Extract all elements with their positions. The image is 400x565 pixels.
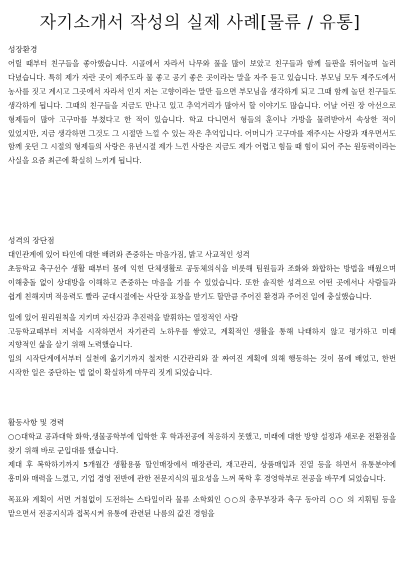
paragraph-gap (8, 486, 396, 493)
section-heading: 성격의 장단점 (8, 236, 55, 245)
section-heading: 활동사항 및 경력 (8, 418, 65, 427)
document-title: 자기소개서 작성의 실제 사례[물류 / 유통] (39, 13, 361, 33)
paragraph-gap (8, 304, 396, 311)
paragraph: 목표와 계획이 서면 거침없이 도전하는 스타일이라 물류 소학회인 ○○의 총무부장과 축구 동아리 ○○ 의 지휘팀 등을 맡으면서 전공지식과 접목시켜 유통에 관련된 나름의 값진 경험을 (8, 494, 396, 518)
paragraph: 일에 있어 원리원칙을 지키며 자신감과 추진력을 발휘하는 열정적인 사람 (8, 312, 239, 322)
section-personality (8, 236, 396, 380)
paragraph: 대인관계에 있어 타인에 대한 배려와 존중하는 마음가짐, 밝고 사교적인 성격 (8, 250, 250, 259)
section-activities-career (8, 418, 396, 520)
paragraph: 어릴 때부터 친구들을 좋아했습니다. 시골에서 자라서 나무와 풀을 많이 보았고 친구들과 함께 들판을 뛰어놀며 놀러 다녔습니다. 특히 제가 자란 곳이 제주도라 물 좋고 공기 좋은 곳이라는 말을 자주 듣고 있습니다. 부모님 모두 제주도에서 농사를 짓고 계시고 그곳에서 자라서 인지 저는 고향이라는 말만 들으면 부모님을 생각하게 되고 그때 함께 놀던 친구들도 생각하게 됩니다. 그때의 친구들을 지금도 만나고 있고 추억거리가 많아서 할 이야기도 많습니다. 어날 어린 장 아선으로 형제들이 많아 고구마를 부쳤다고 한 적이 있습니다. 학교 다니면서 형들의 훈이나 가방을 물려받아서 속상한 적이 있었지만, 지금 생각하면 그것도 그 시절만 느낄 수 있는 작은 추억입니다. 어머니가 고구마를 재주시는 사랑과 재우면서도 함께 웃던 그 시절의 형제들의 사랑은 유년시절 제가 느낀 사랑은 지금도 제가 어렵고 힘들 때 힘이 되어 주는 원동력이라는 사실을 요즘 최근에 확실히 느끼게 됩니다. (8, 59, 396, 166)
paragraph: 초등학교 축구선수 생활 때부터 몸에 익힌 단체생활로 공동체의식을 비롯해 팀원들과 조화와 화합하는 방법을 배웠으며 이해충돌 없이 상대방을 이해하고 존중하는 마음을 기를 수 있었습니다. 또한 솔직한 성격으로 어떤 곳에서나 사람들과 쉽게 친해지며 적응력도 빨라 군대시절에는 사단장 표창을 받기도 할만큼 주어진 환경과 주어진 일에 충실했습니다. (8, 263, 396, 301)
paragraph: ○○대학교 공과대학 화학,생물공학부에 입학한 후 학과전공에 적응하지 못했고, 미래에 대한 방향 설정과 새로운 전환점을 찾기 위해 바로 군입대를 했습니다. (8, 432, 396, 455)
paragraph: 일의 시작단계에서부터 실천에 옮기기까지 철저한 시간관리와 잘 짜여진 계획에 의해 행동하는 것이 몸에 배었고, 한번 시작한 일은 중단하는 법 없이 확실하게 마무리 짓게 되었습니다. (8, 354, 396, 378)
paragraph: 고등학교때부터 저녁을 시작하면서 자기관리 노하우를 쌓았고, 계획적인 생활을 통해 나태하지 않고 평가하고 미래 지향적인 삶을 살기 위해 노력했습니다. (8, 326, 396, 350)
section-growth-environment (8, 45, 396, 168)
paragraph: 제대 후 복학하기까지 5개월간 생활용품 할인매장에서 매장관리, 재고관리, 상품매입과 진열 등을 하면서 유통분야에 흥미와 매력을 느꼈고, 기업 경영 전반에 관한 전문지식의 필요성을 느껴 복학 후 경영학부로 전공을 바꾸게 되었습니다. (8, 459, 396, 483)
section-heading: 성장환경 (8, 45, 38, 54)
